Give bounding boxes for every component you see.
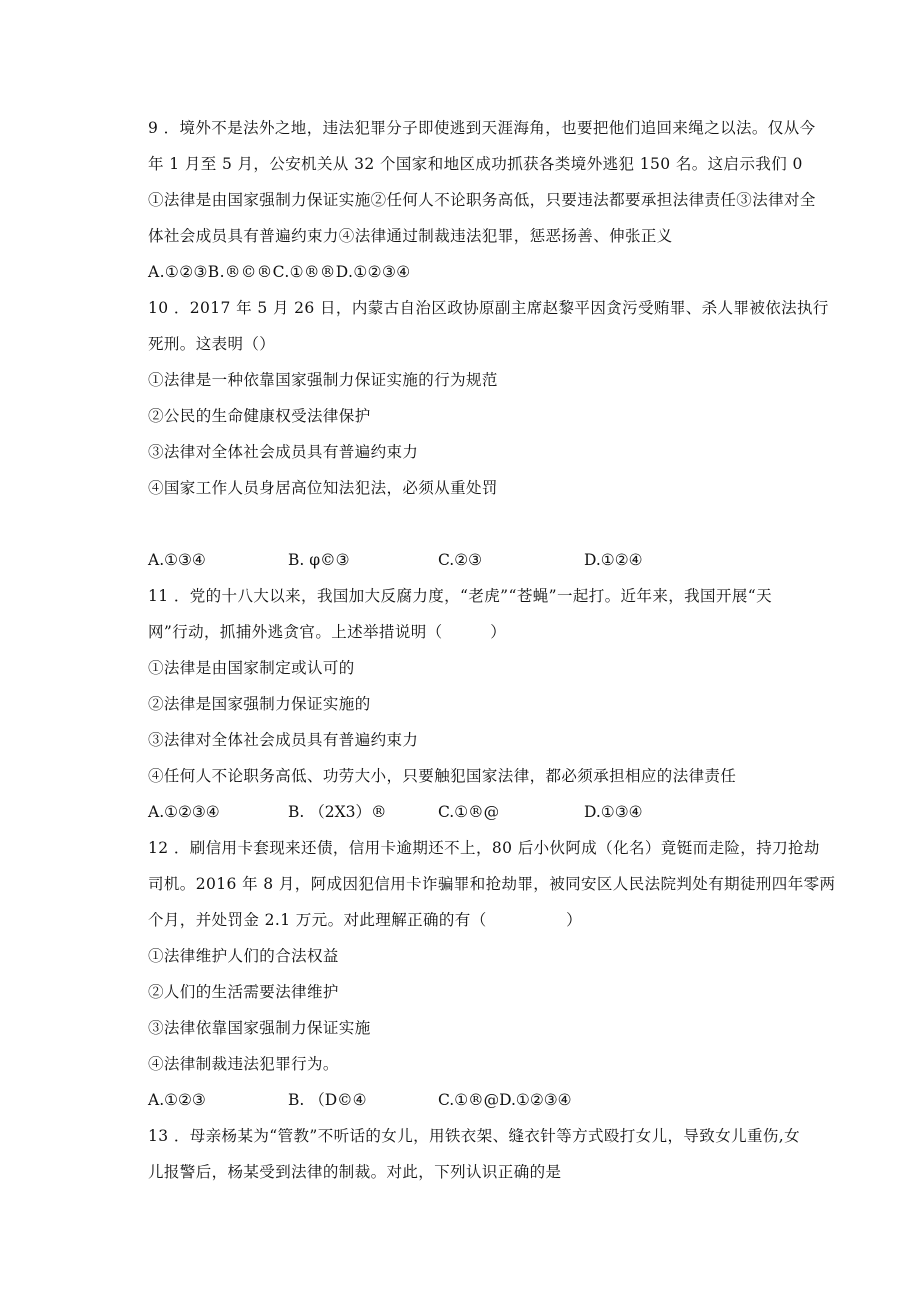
question-11-line-2: 网”行动，抓捕外逃贪官。上述举措说明（ ）: [148, 623, 507, 641]
question-9-line-1: 9 ．境外不是法外之地，违法犯罪分子即使逃到天涯海角，也要把他们追回来绳之以法。仅从今: [148, 119, 816, 137]
question-10-line-6: ④国家工作人员身居高位知法犯法，必须从重处罚: [148, 479, 498, 497]
question-10-option-d: D.①②④: [584, 551, 643, 569]
question-11-line-6: ④任何人不论职务高低、功劳大小，只要触犯国家法律，都必须承担相应的法律责任: [148, 767, 737, 785]
question-12-option-c-d: C.①®@D.①②③④: [438, 1091, 572, 1109]
question-13-line-2: 儿报警后，杨某受到法律的制裁。对此，下列认识正确的是: [148, 1163, 562, 1181]
question-11-option-a: A.①②③④: [148, 803, 220, 821]
question-12-line-3: 个月，并处罚金 2.1 万元。对此理解正确的有（ ）: [148, 911, 583, 929]
question-12-line-4: ①法律维护人们的合法权益: [148, 947, 339, 965]
question-10-line-2: 死刑。这表明（）: [148, 335, 276, 353]
question-12-option-a: A.①②③: [148, 1091, 206, 1109]
question-11-option-b: B. （2X3）®: [288, 803, 387, 821]
question-11-option-d: D.①③④: [584, 803, 643, 821]
question-12-line-1: 12 ．刷信用卡套现来还债，信用卡逾期还不上，80 后小伙阿成（化名）竟铤而走险，持刀抢劫: [148, 839, 820, 857]
question-10-option-c: C.②③: [438, 551, 483, 569]
question-10-line-1: 10 ．2017 年 5 月 26 日，内蒙古自治区政协原副主席赵黎平因贪污受贿罪、杀人罪被依法执行: [148, 299, 829, 317]
question-12-line-5: ②人们的生活需要法律维护: [148, 983, 339, 1001]
question-9-line-2: 年 1 月至 5 月，公安机关从 32 个国家和地区成功抓获各类境外逃犯 150 名。这启示我们 0: [148, 155, 803, 173]
question-11-option-c: C.①®@: [438, 803, 500, 821]
question-11-line-1: 11 ．党的十八大以来，我国加大反腐力度，“老虎”“苍蝇”一起打。近年来，我国开展“天: [148, 587, 772, 605]
question-12-line-6: ③法律依靠国家强制力保证实施: [148, 1019, 371, 1037]
question-10-line-3: ①法律是一种依靠国家强制力保证实施的行为规范: [148, 371, 498, 389]
question-10-line-4: ②公民的生命健康权受法律保护: [148, 407, 371, 425]
question-9-line-3: ①法律是由国家强制力保证实施②任何人不论职务高低，只要违法都要承担法律责任③法律对全: [148, 191, 816, 209]
question-12-line-7: ④法律制裁违法犯罪行为。: [148, 1055, 339, 1073]
question-10-option-b: B. φ©③: [288, 551, 350, 569]
question-13-line-1: 13 ．母亲杨某为“管教”不听话的女儿，用铁衣架、缝衣针等方式殴打女儿，导致女儿重伤,女: [148, 1127, 801, 1145]
question-9-options: A.①②③B.®©®C.①®®D.①②③④: [148, 263, 411, 281]
question-11-line-3: ①法律是由国家制定或认可的: [148, 659, 355, 677]
question-12-option-b: B. （D©④: [288, 1091, 367, 1109]
question-9-line-4: 体社会成员具有普遍约束力④法律通过制裁违法犯罪，惩恶扬善、伸张正义: [148, 227, 673, 245]
question-11-line-5: ③法律对全体社会成员具有普遍约束力: [148, 731, 419, 749]
question-11-line-4: ②法律是国家强制力保证实施的: [148, 695, 371, 713]
question-12-line-2: 司机。2016 年 8 月，阿成因犯信用卡诈骗罪和抢劫罪，被同安区人民法院判处有期徒刑四年零两: [148, 875, 836, 893]
question-10-option-a: A.①③④: [148, 551, 206, 569]
question-10-line-5: ③法律对全体社会成员具有普遍约束力: [148, 443, 419, 461]
